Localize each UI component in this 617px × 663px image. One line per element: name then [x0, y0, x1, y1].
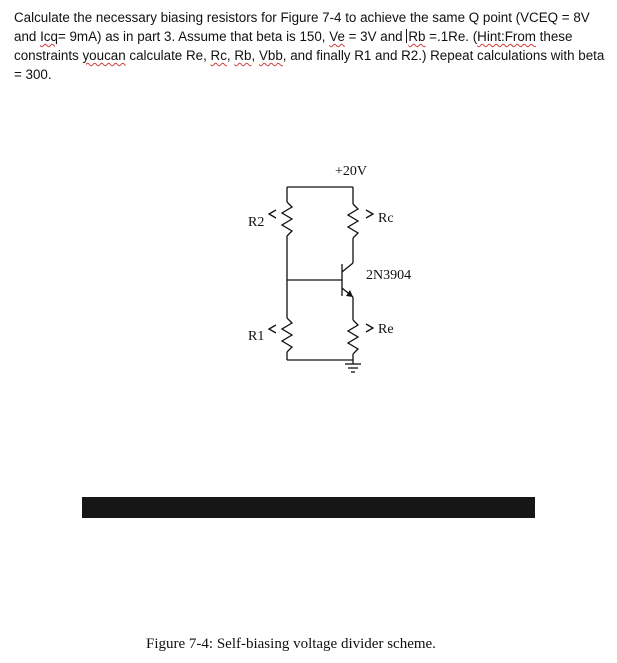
question-segment: = 3V and — [344, 29, 407, 44]
r1-resistor — [282, 318, 292, 352]
question-segment: , and finally R1 and R2.) Repeat calculations with beta = 300. — [14, 48, 605, 82]
re-wiper-arrow — [366, 324, 373, 332]
r2-label: R2 — [248, 215, 265, 230]
rc-resistor — [348, 204, 358, 238]
figure-caption: Figure 7-4: Self-biasing voltage divider scheme. — [146, 636, 436, 652]
question-segment: these constraints — [14, 29, 573, 63]
emitter-arrow-icon — [346, 290, 353, 297]
question-segment: calculate Re, — [125, 48, 211, 63]
question-segment: =.1Re. ( — [425, 29, 478, 44]
re-resistor — [348, 320, 358, 354]
redaction-bar — [82, 497, 535, 518]
rc-wiper-arrow — [366, 210, 373, 218]
spellcheck-word: Vbb — [258, 48, 283, 63]
spellcheck-word: Hint:From — [477, 29, 536, 44]
supply-label: +20V — [335, 164, 368, 179]
r2-resistor — [282, 202, 292, 236]
spellcheck-word: youcan — [82, 48, 126, 63]
transistor-label: 2N3904 — [366, 268, 412, 283]
question-text — [14, 8, 606, 84]
question-segment: Calculate the necessary biasing resistors for Figure 7-4 to achieve the same Q point (VCEQ = 8V and — [14, 10, 590, 44]
r1-label: R1 — [248, 329, 265, 344]
transistor-collector — [342, 263, 353, 272]
spellcheck-word: Ve — [329, 29, 345, 44]
r1-wiper-arrow — [269, 325, 276, 333]
circuit-schematic — [220, 150, 440, 380]
rc-label: Rc — [378, 211, 394, 226]
spellcheck-word: Rb — [408, 29, 426, 44]
spellcheck-word: Rc — [210, 48, 227, 63]
spellcheck-word: Rb — [234, 48, 252, 63]
question-segment: , — [226, 48, 235, 63]
r2-wiper-arrow — [269, 210, 276, 218]
question-segment: = 9mA) as in part 3. Assume that beta is 150, — [57, 29, 330, 44]
spellcheck-word: Icq — [40, 29, 58, 44]
re-label: Re — [378, 322, 394, 337]
question-segment: , — [251, 48, 259, 63]
